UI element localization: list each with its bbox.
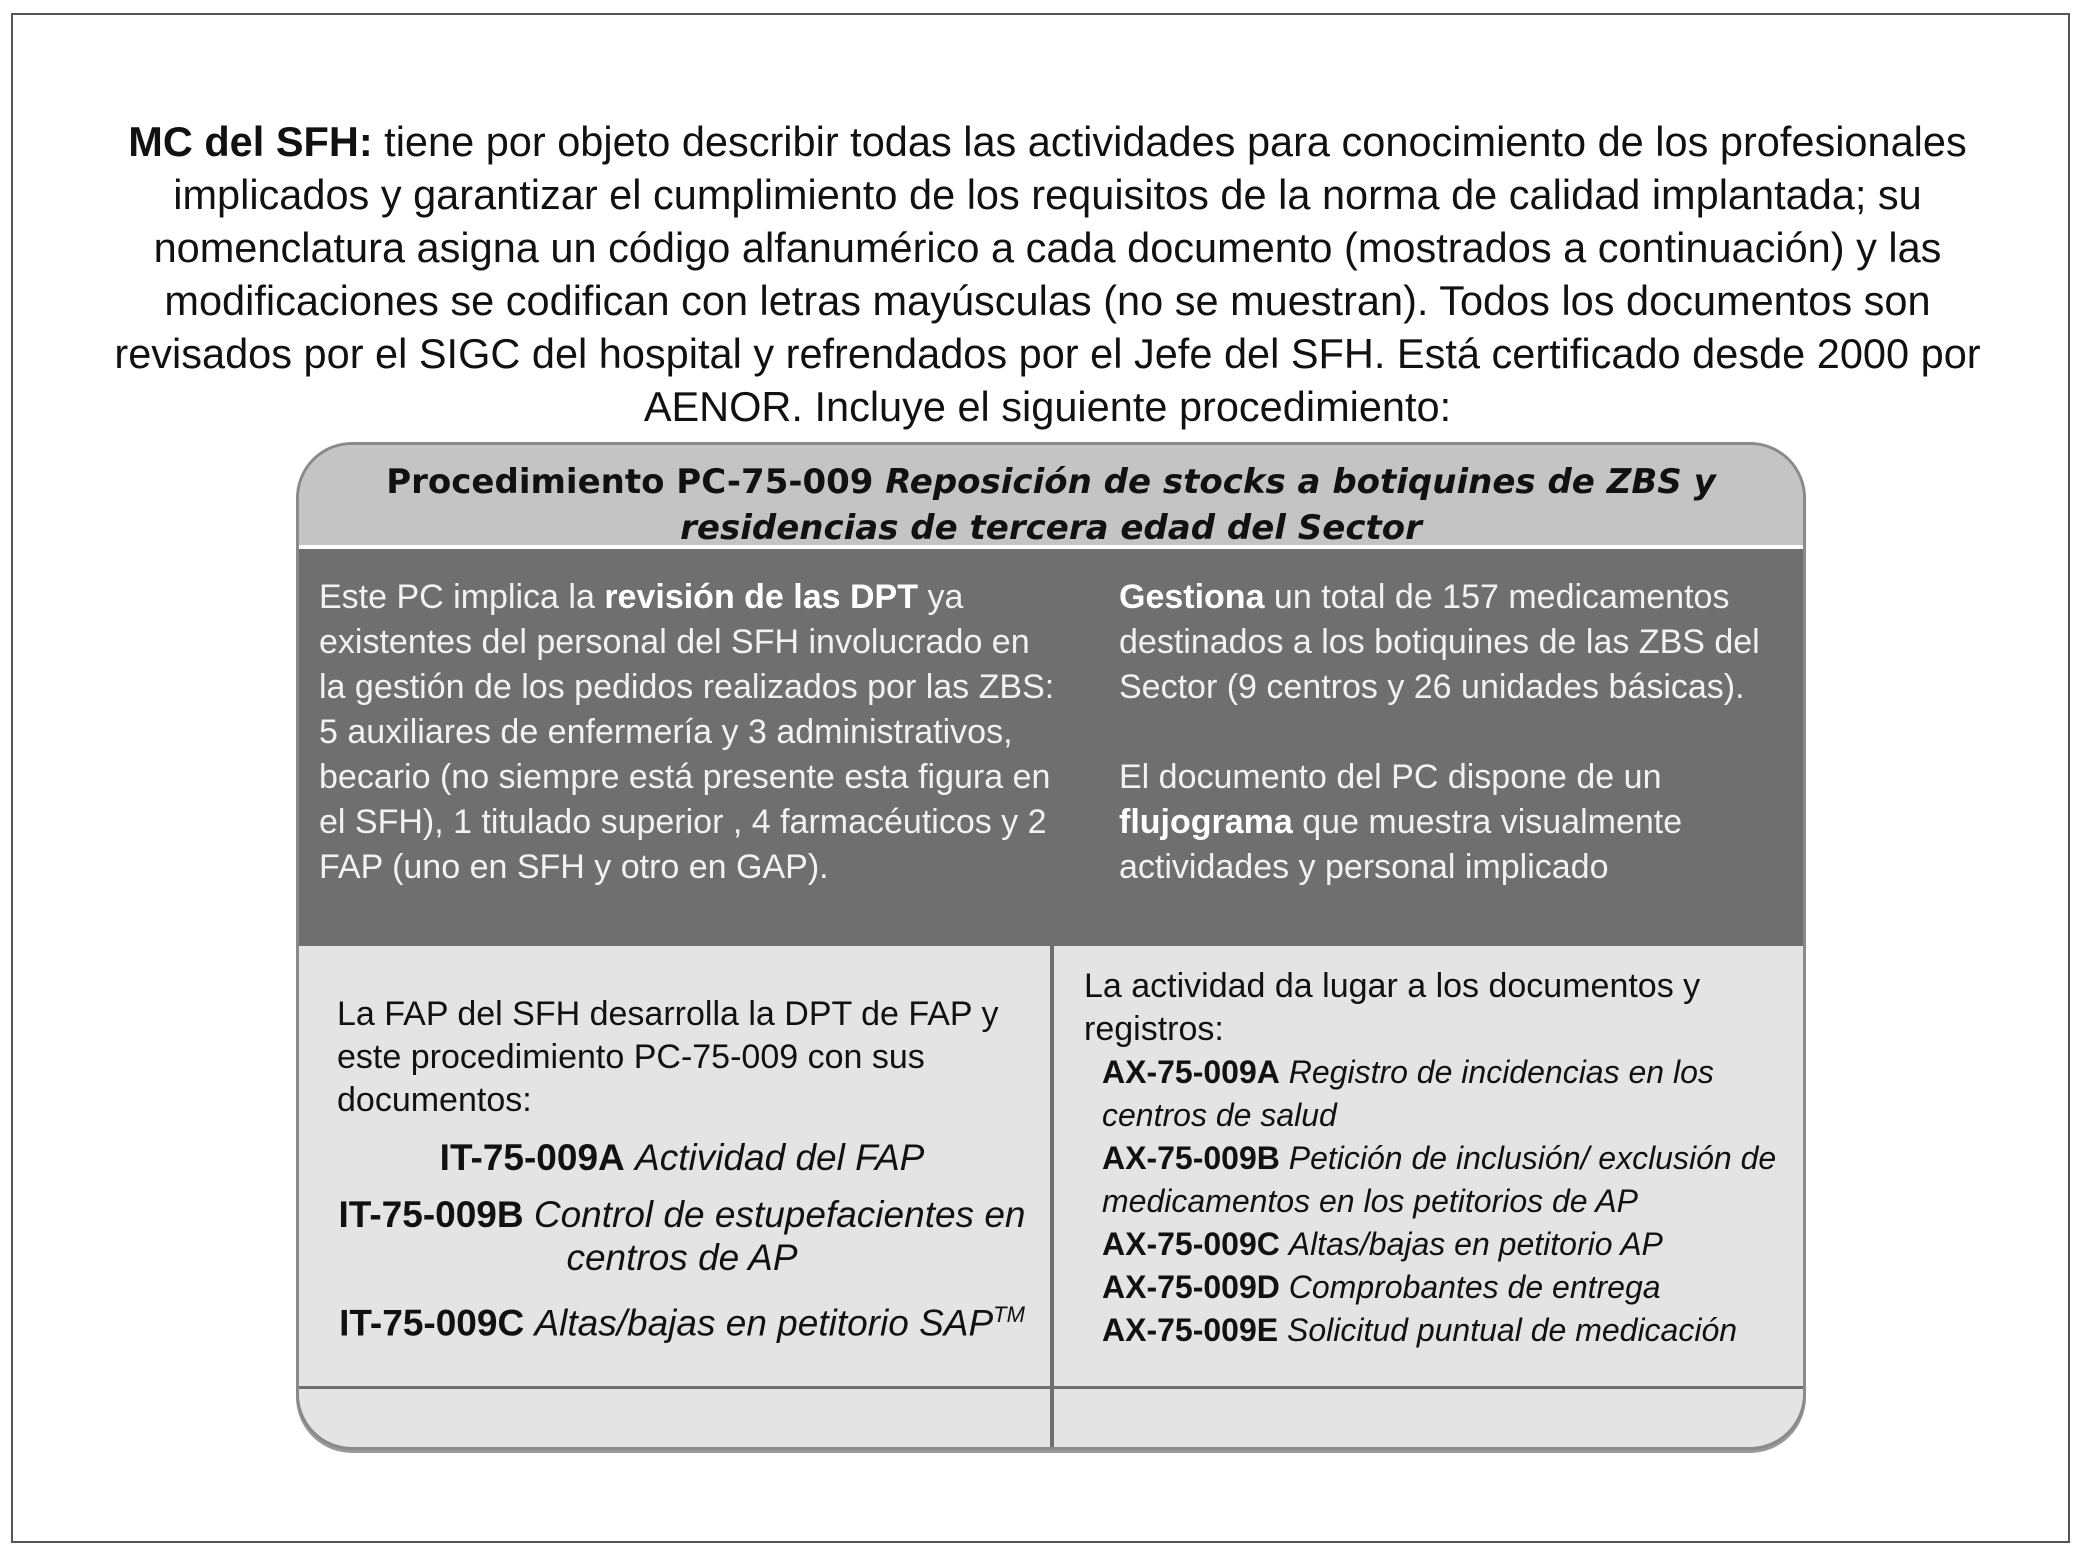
dpt-text-bold: revisión de las DPT xyxy=(604,578,918,616)
management-text xyxy=(1119,575,1799,890)
gestiona-bold: Gestiona xyxy=(1119,578,1265,616)
medicines-count-text xyxy=(1119,575,1799,710)
fap-code-list xyxy=(337,1136,1027,1344)
record-desc: Comprobantes de entrega xyxy=(1288,1269,1661,1305)
dpt-text-1: Este PC implica la xyxy=(319,578,605,616)
code-entry xyxy=(337,1293,1027,1344)
record-desc: Petición de inclusión/ exclusión de medicamentos en los petitorios de AP xyxy=(1102,1140,1777,1219)
record-code: AX-75-009D xyxy=(1102,1269,1280,1305)
record-entry xyxy=(1102,1051,1784,1137)
dpt-review-text xyxy=(319,575,1059,890)
record-entry xyxy=(1102,1223,1784,1266)
code-id: IT-75-009A xyxy=(439,1137,625,1178)
record-entry xyxy=(1102,1309,1784,1352)
column-divider xyxy=(1050,946,1054,1450)
flowchart-text-2: que muestra visualmente actividades y personal implicado xyxy=(1119,803,1683,886)
procedure-name: Reposición de stocks a botiquines de ZBS y residencias de tercera edad del Sector xyxy=(680,462,1716,548)
record-code: AX-75-009A xyxy=(1102,1054,1280,1090)
record-desc: Solicitud puntual de medicación xyxy=(1286,1312,1738,1348)
procedure-code: Procedimiento PC-75-009 xyxy=(386,462,886,502)
fap-intro: La FAP del SFH desarrolla la DPT de FAP y este procedimiento PC-75-009 con sus documentos: xyxy=(337,995,999,1119)
record-desc: Altas/bajas en petitorio AP xyxy=(1288,1226,1663,1262)
code-entry xyxy=(337,1136,1027,1179)
intro-text: tiene por objeto describir todas las actividades para conocimiento de los profesionales implicados y garantizar el cumplimiento de los requisitos de la norma de calidad implantada; su nomenclatura asigna un código alfanumérico a cada documento (mostrados a continuación) y las modificaciones se codifican con letras mayúsculas (no se muestran). Todos los documentos son revisados por el SIGC del hospital y refrendados por el Jefe del SFH. Está certificado desde 2000 por AENOR. Incluye el siguiente procedimiento: xyxy=(114,118,1981,430)
intro-paragraph xyxy=(100,115,1995,433)
code-desc: Control de estupefacientes en centros de AP xyxy=(533,1194,1026,1278)
procedure-header xyxy=(299,445,1803,549)
record-code: AX-75-009C xyxy=(1102,1226,1280,1262)
medicines-text: un total de 157 medicamentos destinados a los botiquines de las ZBS del Sector (9 centros y 26 unidades básicas). xyxy=(1119,578,1760,706)
flowchart-bold: flujograma xyxy=(1119,803,1293,841)
record-entry xyxy=(1102,1266,1784,1309)
intro-lead: MC del SFH: xyxy=(128,118,373,165)
procedure-title xyxy=(299,459,1803,551)
record-code: AX-75-009E xyxy=(1102,1312,1279,1348)
records-documents xyxy=(1084,965,1784,1352)
code-id: IT-75-009C xyxy=(339,1302,525,1344)
fap-documents xyxy=(337,993,1027,1344)
code-id: IT-75-009B xyxy=(338,1194,524,1235)
record-desc: Registro de incidencias en los centros de salud xyxy=(1102,1054,1714,1133)
records-intro: La actividad da lugar a los documentos y registros: xyxy=(1084,967,1701,1048)
records-list xyxy=(1102,1051,1784,1352)
record-entry xyxy=(1102,1137,1784,1223)
procedure-card xyxy=(296,442,1806,1450)
code-desc: Actividad del FAP xyxy=(635,1137,925,1178)
record-code: AX-75-009B xyxy=(1102,1140,1280,1176)
code-desc: Altas/bajas en petitorio SAP xyxy=(534,1302,994,1344)
code-entry xyxy=(337,1193,1027,1279)
flowchart-text-1: El documento del PC dispone de un xyxy=(1119,758,1662,796)
trademark-sup: TM xyxy=(993,1302,1025,1327)
dpt-text-2: ya existentes del personal del SFH involucrado en la gestión de los pedidos realizados por las ZBS: 5 auxiliares de enfermería y 3 administrativos, becario (no siempre está presente esta figura en el SFH), 1 titulado superior , 4 farmacéuticos y 2 FAP (uno en SFH y otro en GAP). xyxy=(319,578,1055,886)
flowchart-text xyxy=(1119,755,1799,890)
